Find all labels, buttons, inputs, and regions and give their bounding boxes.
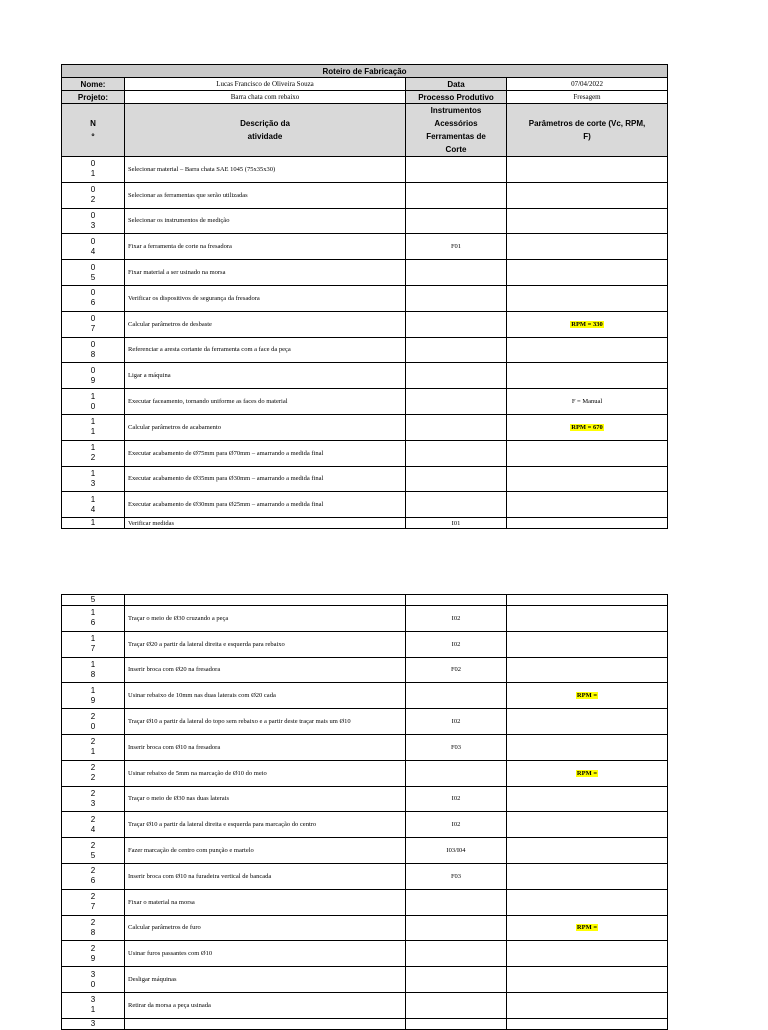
- table-row: [62, 606, 668, 632]
- table-row: [62, 157, 668, 183]
- step-instrument: [406, 389, 507, 415]
- step-instrument: [406, 492, 507, 518]
- column-header-number: N º: [62, 104, 125, 157]
- table-row: [62, 389, 668, 415]
- step-number: 2 9: [62, 941, 125, 967]
- step-instrument: [406, 466, 507, 492]
- step-number: 3 1: [62, 992, 125, 1018]
- table-row: [62, 518, 668, 529]
- table-row: [62, 260, 668, 286]
- step-parameters: [507, 863, 668, 889]
- step-number: 1 0: [62, 389, 125, 415]
- step-instrument: [406, 363, 507, 389]
- step-number: 0 1: [62, 157, 125, 183]
- step-number: 2 1: [62, 734, 125, 760]
- step-parameters: [507, 157, 668, 183]
- step-description: Executar acabamento de Ø30mm para Ø25mm – amarrando a medida final: [125, 492, 406, 518]
- step-number: 0 3: [62, 208, 125, 234]
- document-title: Roteiro de Fabricação: [62, 65, 668, 78]
- step-number: 2 3: [62, 786, 125, 812]
- step-parameters: [507, 915, 668, 941]
- table-row: [62, 182, 668, 208]
- step-description: Traçar Ø10 a partir da lateral do topo sem rebaixo e a partir deste traçar mais um Ø10: [125, 709, 406, 735]
- step-parameters: [507, 631, 668, 657]
- step-description: Inserir broca com Ø10 na furadeira vertical de bancada: [125, 863, 406, 889]
- step-parameters: [507, 285, 668, 311]
- step-parameters: [507, 466, 668, 492]
- step-number: 0 4: [62, 234, 125, 260]
- step-parameters: [507, 311, 668, 337]
- step-instrument: I01: [406, 518, 507, 529]
- step-parameters: [507, 606, 668, 632]
- step-description: Usinar rebaixo de 10mm nas duas laterais com Ø20 cada: [125, 683, 406, 709]
- step-instrument: [406, 414, 507, 440]
- step-number: 2 0: [62, 709, 125, 735]
- step-description: Traçar Ø20 a partir da lateral direita e esquerda para rebaixo: [125, 631, 406, 657]
- step-parameters: [507, 260, 668, 286]
- table-row: [62, 941, 668, 967]
- table-row: [62, 631, 668, 657]
- process-value: Fresagem: [507, 91, 668, 104]
- step-description: Inserir broca com Ø20 na fresadora: [125, 657, 406, 683]
- step-number: 2 2: [62, 760, 125, 786]
- table-row: [62, 992, 668, 1018]
- step-parameters: [507, 760, 668, 786]
- step-description: Verificar os dispositivos de segurança da fresadora: [125, 285, 406, 311]
- table-row: [62, 734, 668, 760]
- step-instrument: [406, 941, 507, 967]
- step-instrument: [406, 285, 507, 311]
- step-description: Selecionar os instrumentos de medição: [125, 208, 406, 234]
- step-number: 2 8: [62, 915, 125, 941]
- step-instrument: I02: [406, 786, 507, 812]
- column-header-parameters: Parâmetros de corte (Vc, RPM, F): [507, 104, 668, 157]
- step-instrument: [406, 760, 507, 786]
- step-description: Selecionar as ferramentas que serão utilizadas: [125, 182, 406, 208]
- table-row: [62, 363, 668, 389]
- table-row: [62, 683, 668, 709]
- step-parameters: [507, 363, 668, 389]
- step-instrument: I02: [406, 709, 507, 735]
- highlighted-parameter: RPM =: [576, 769, 598, 777]
- step-instrument: [406, 337, 507, 363]
- step-parameters: [507, 992, 668, 1018]
- step-instrument: [406, 595, 507, 606]
- step-number: 1 2: [62, 440, 125, 466]
- table-row: [62, 709, 668, 735]
- table-row: [62, 595, 668, 606]
- step-instrument: [406, 157, 507, 183]
- step-instrument: [406, 992, 507, 1018]
- step-description: Traçar o meio de Ø30 cruzando a peça: [125, 606, 406, 632]
- step-description: Usinar rebaixo de 5mm na marcação de Ø10 do meio: [125, 760, 406, 786]
- step-parameters: [507, 518, 668, 529]
- table-row: [62, 337, 668, 363]
- name-label: Nome:: [62, 78, 125, 91]
- table-row: [62, 812, 668, 838]
- step-instrument: [406, 182, 507, 208]
- step-number: 0 9: [62, 363, 125, 389]
- step-number: 0 7: [62, 311, 125, 337]
- step-number: 1 6: [62, 606, 125, 632]
- step-instrument: [406, 440, 507, 466]
- step-number: 2 5: [62, 838, 125, 864]
- step-number: 2 7: [62, 889, 125, 915]
- highlighted-parameter: RPM = 330: [571, 320, 603, 328]
- step-parameters: [507, 492, 668, 518]
- table-row: [62, 285, 668, 311]
- step-instrument: F01: [406, 234, 507, 260]
- project-value: Barra chata com rebaixo: [125, 91, 406, 104]
- date-label: Data: [406, 78, 507, 91]
- table-row: [62, 440, 668, 466]
- table-row: [62, 760, 668, 786]
- step-parameters: [507, 967, 668, 993]
- step-instrument: F02: [406, 657, 507, 683]
- step-instrument: I02: [406, 606, 507, 632]
- step-instrument: [406, 311, 507, 337]
- step-instrument: I02: [406, 631, 507, 657]
- step-parameters: [507, 595, 668, 606]
- table-row: [62, 234, 668, 260]
- step-description: Retirar da morsa a peça usinada: [125, 992, 406, 1018]
- step-instrument: [406, 967, 507, 993]
- step-parameters: [507, 657, 668, 683]
- step-number: 2 6: [62, 863, 125, 889]
- step-description: Ligar a máquina: [125, 363, 406, 389]
- step-parameters: [507, 683, 668, 709]
- step-number: 3 0: [62, 967, 125, 993]
- table-row: [62, 786, 668, 812]
- step-number: 1 9: [62, 683, 125, 709]
- step-instrument: I02: [406, 812, 507, 838]
- step-description: Executar acabamento de Ø75mm para Ø70mm – amarrando a medida final: [125, 440, 406, 466]
- step-parameters: [507, 941, 668, 967]
- step-description: Usinar furos passantes com Ø10: [125, 941, 406, 967]
- step-number: 1 4: [62, 492, 125, 518]
- step-instrument: [406, 915, 507, 941]
- step-description: Fixar a ferramenta de corte na fresadora: [125, 234, 406, 260]
- step-number: 5: [62, 595, 125, 606]
- step-description: Verificar medidas: [125, 518, 406, 529]
- step-number: 0 2: [62, 182, 125, 208]
- table-row: [62, 889, 668, 915]
- highlighted-parameter: RPM =: [576, 924, 598, 932]
- step-number: 1 3: [62, 466, 125, 492]
- step-description: Referenciar a aresta cortante da ferramenta com a face da peça: [125, 337, 406, 363]
- step-description: Fixar material a ser usinado na morsa: [125, 260, 406, 286]
- step-number: 0 8: [62, 337, 125, 363]
- step-parameters: [507, 889, 668, 915]
- step-description: Traçar o meio de Ø30 nas duas laterais: [125, 786, 406, 812]
- step-instrument: F03: [406, 734, 507, 760]
- table-row: [62, 311, 668, 337]
- step-number: 1 8: [62, 657, 125, 683]
- step-parameters: [507, 234, 668, 260]
- step-parameters: [507, 812, 668, 838]
- step-parameters: [507, 414, 668, 440]
- step-instrument: [406, 683, 507, 709]
- step-instrument: [406, 260, 507, 286]
- step-description: Executar faceamento, tornando uniforme as faces do material: [125, 389, 406, 415]
- step-description: [125, 595, 406, 606]
- table-row: [62, 492, 668, 518]
- table-row: [62, 208, 668, 234]
- step-description: Executar acabamento de Ø35mm para Ø30mm – amarrando a medida final: [125, 466, 406, 492]
- step-instrument: I03/I04: [406, 838, 507, 864]
- step-parameters: [507, 734, 668, 760]
- name-value: Lucas Francisco de Oliveira Souza: [125, 78, 406, 91]
- step-parameters: [507, 709, 668, 735]
- step-description: Selecionar material – Barra chata SAE 1045 (75x35x30): [125, 157, 406, 183]
- step-number: 0 5: [62, 260, 125, 286]
- table-row: [62, 414, 668, 440]
- step-description: Fazer marcação de centro com punção e martelo: [125, 838, 406, 864]
- step-number: 0 6: [62, 285, 125, 311]
- highlighted-parameter: RPM = 670: [571, 423, 603, 431]
- step-parameters: [507, 182, 668, 208]
- fabrication-table-page1: [61, 64, 668, 529]
- fabrication-table-page2: [61, 594, 668, 1030]
- step-number: 1 7: [62, 631, 125, 657]
- step-instrument: F03: [406, 863, 507, 889]
- table-row: [62, 863, 668, 889]
- table-row: [62, 967, 668, 993]
- step-parameters: [507, 838, 668, 864]
- step-description: Calcular parâmetros de acabamento: [125, 414, 406, 440]
- step-parameters: [507, 440, 668, 466]
- table-row: [62, 915, 668, 941]
- step-instrument: [406, 208, 507, 234]
- step-description: Fixar o material na morsa: [125, 889, 406, 915]
- column-header-instruments: Instrumentos Acessórios Ferramentas de Corte: [406, 104, 507, 157]
- step-number: 1 1: [62, 414, 125, 440]
- project-label: Projeto:: [62, 91, 125, 104]
- step-number: 1: [62, 518, 125, 529]
- step-description: Calcular parâmetros de desbaste: [125, 311, 406, 337]
- column-header-description: Descrição da atividade: [125, 104, 406, 157]
- step-parameters: [507, 208, 668, 234]
- step-instrument: [406, 889, 507, 915]
- highlighted-parameter: RPM =: [576, 692, 598, 700]
- step-number: 2 4: [62, 812, 125, 838]
- step-parameters: F = Manual: [507, 389, 668, 415]
- table-row: [62, 657, 668, 683]
- table-row: [62, 466, 668, 492]
- step-description: Calcular parâmetros de furo: [125, 915, 406, 941]
- step-description: Traçar Ø10 a partir da lateral direita e esquerda para marcação do centro: [125, 812, 406, 838]
- step-description: Desligar máquinas: [125, 967, 406, 993]
- step-parameters: [507, 786, 668, 812]
- step-number: 3: [62, 1018, 125, 1029]
- step-parameters: [507, 337, 668, 363]
- step-description: Inserir broca com Ø10 na fresadora: [125, 734, 406, 760]
- table-row: [62, 838, 668, 864]
- process-label: Processo Produtivo: [406, 91, 507, 104]
- date-value: 07/04/2022: [507, 78, 668, 91]
